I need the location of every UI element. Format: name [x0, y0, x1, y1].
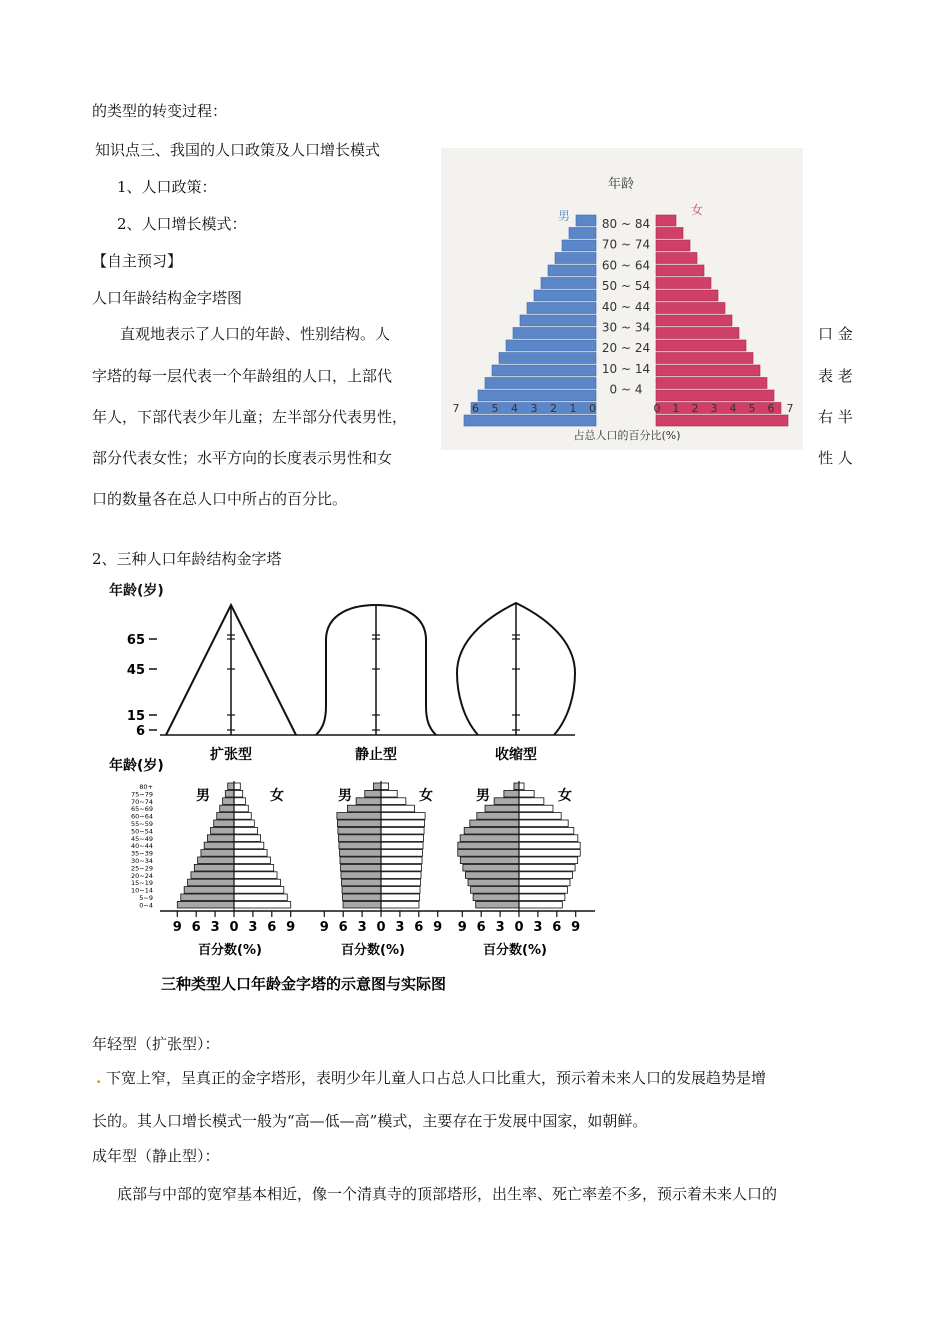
x-tick-label: 9 — [571, 920, 581, 935]
x-tick-label: 7 — [786, 402, 794, 415]
x-tick-label: 0 — [376, 920, 386, 935]
type-label: 静止型 — [355, 747, 397, 763]
female-bar — [656, 415, 788, 426]
age-group-label: 10 ~ 14 — [601, 361, 651, 376]
male-bar — [181, 894, 234, 901]
age-group-label: 0 ~ 4 — [609, 382, 643, 397]
x-tick-label: 4 — [729, 402, 737, 415]
male-bar — [339, 850, 381, 857]
male-bar — [485, 378, 596, 389]
x-tick-label: 2 — [550, 402, 557, 415]
female-bar — [519, 813, 561, 820]
female-bar — [519, 850, 580, 857]
female-bar — [656, 378, 767, 389]
female-bar — [381, 783, 389, 790]
age-group-label: 20 ~ 24 — [601, 341, 651, 356]
x-tick-label: 6 — [767, 402, 775, 415]
male-bar — [207, 835, 234, 842]
female-bar — [519, 827, 574, 834]
female-bar — [381, 901, 419, 908]
female-bar — [234, 901, 291, 908]
x-tick-label: 7 — [452, 402, 460, 415]
age-group-label: 35~39 — [131, 849, 153, 858]
x-tick-label: 3 — [248, 920, 258, 935]
male-label: 男 — [196, 788, 210, 804]
population-pyramid-figure — [441, 148, 803, 450]
female-bar — [234, 783, 240, 790]
female-label: 女 — [270, 788, 284, 804]
x-axis-title: 百分数(%) — [198, 943, 262, 958]
figure-caption: 三种类型人口年龄金字塔的示意图与实际图 — [161, 975, 447, 993]
female-bar — [234, 820, 254, 827]
age-tick-label: 15 — [126, 709, 145, 724]
female-bar — [234, 850, 267, 857]
type-label: 收缩型 — [495, 747, 537, 763]
age-group-label: 55~59 — [131, 820, 153, 828]
female-bar — [234, 827, 257, 834]
paragraph-line-end: 表 老 — [818, 367, 853, 385]
female-bar — [656, 228, 683, 239]
male-bar — [343, 901, 381, 908]
male-bar — [373, 783, 381, 790]
x-tick-label: 1 — [672, 402, 680, 415]
male-bar — [513, 328, 596, 339]
age-group-label: 0~4 — [139, 901, 153, 910]
section-heading: 成年型（静止型）： — [92, 1147, 220, 1165]
male-bar — [198, 857, 234, 864]
female-bar — [656, 340, 746, 351]
female-bar — [519, 901, 562, 908]
female-bar — [234, 813, 251, 820]
female-bar — [381, 850, 423, 857]
x-tick-label: 9 — [433, 920, 443, 935]
female-label: 女 — [691, 203, 704, 217]
male-bar — [463, 864, 519, 871]
female-bar — [234, 835, 261, 842]
male-bar — [470, 820, 519, 827]
text-line: 人口年龄结构金字塔图 — [92, 289, 243, 307]
female-bar — [519, 894, 565, 901]
female-bar — [656, 390, 774, 401]
male-bar — [499, 353, 596, 364]
female-bar — [656, 265, 704, 276]
male-bar — [340, 857, 381, 864]
x-tick-label: 9 — [286, 920, 296, 935]
x-tick-label: 2 — [691, 402, 699, 415]
female-label: 女 — [558, 788, 572, 804]
male-bar — [191, 872, 234, 879]
female-bar — [234, 879, 280, 886]
x-tick-label: 6 — [476, 920, 486, 935]
age-group-label: 50~54 — [131, 827, 153, 836]
age-group-label: 5~9 — [139, 894, 153, 902]
age-group-label: 40~44 — [131, 842, 153, 851]
male-bar — [476, 901, 519, 908]
female-bar — [234, 798, 245, 805]
male-bar — [356, 798, 381, 805]
female-bar — [656, 240, 690, 251]
male-bar — [177, 901, 234, 908]
male-bar — [204, 842, 234, 849]
type-label: 扩张型 — [210, 747, 252, 763]
age-group-label: 75~79 — [131, 790, 153, 799]
female-bar — [381, 820, 425, 827]
male-bar — [555, 253, 596, 264]
x-tick-label: 5 — [491, 402, 499, 415]
male-bar — [342, 887, 381, 894]
female-bar — [381, 835, 424, 842]
male-bar — [220, 805, 234, 812]
male-bar — [337, 813, 381, 820]
male-label: 男 — [558, 209, 571, 223]
age-axis-title-bottom: 年龄(岁) — [109, 758, 164, 774]
text-line: 的类型的转变过程： — [92, 102, 228, 120]
x-tick-label: 6 — [338, 920, 348, 935]
female-bar — [519, 805, 553, 812]
age-group-label: 10~14 — [131, 886, 153, 895]
paragraph-line: 部分代表女性；水平方向的长度表示男性和女 — [92, 449, 393, 467]
x-tick-label: 6 — [191, 920, 201, 935]
paragraph-line-end: 口 金 — [818, 325, 853, 343]
x-tick-label: 0 — [229, 920, 239, 935]
female-bar — [656, 215, 676, 226]
male-bar — [343, 894, 381, 901]
female-bar — [381, 798, 406, 805]
female-bar — [519, 820, 568, 827]
paragraph-line-end: 右 半 — [818, 408, 853, 426]
female-bar — [519, 790, 534, 797]
female-bar — [381, 879, 420, 886]
male-bar — [340, 864, 381, 871]
female-bar — [656, 253, 697, 264]
female-bar — [381, 872, 421, 879]
female-bar — [656, 290, 718, 301]
male-bar — [465, 872, 519, 879]
male-bar — [520, 315, 596, 326]
x-tick-label: 0 — [653, 402, 661, 415]
male-bar — [337, 820, 381, 827]
x-tick-label: 9 — [457, 920, 467, 935]
x-tick-label: 0 — [514, 920, 524, 935]
male-bar — [338, 827, 381, 834]
male-bar — [458, 842, 519, 849]
male-bar — [477, 813, 519, 820]
age-axis-title-top: 年龄(岁) — [109, 583, 164, 599]
male-bar — [225, 790, 234, 797]
female-bar — [519, 842, 580, 849]
x-tick-label: 1 — [569, 402, 577, 415]
male-bar — [576, 215, 596, 226]
section-heading: 年轻型（扩张型）： — [92, 1035, 220, 1053]
x-tick-label: 9 — [172, 920, 182, 935]
male-bar — [458, 850, 519, 857]
paragraph-line-end: 性 人 — [818, 449, 853, 467]
female-bar — [381, 790, 397, 797]
female-bar — [656, 278, 711, 289]
paragraph-line: 口的数量各在总人口中所占的百分比。 — [92, 490, 348, 508]
male-bar — [541, 278, 596, 289]
female-bar — [381, 805, 415, 812]
female-bar — [234, 857, 270, 864]
x-axis-title: 百分数(%) — [341, 943, 405, 958]
female-bar — [381, 842, 423, 849]
female-bar — [519, 783, 524, 790]
age-group-label: 40 ~ 44 — [601, 299, 651, 314]
male-bar — [464, 827, 519, 834]
male-bar — [492, 365, 596, 376]
male-bar — [223, 798, 234, 805]
x-tick-label: 3 — [530, 402, 538, 415]
female-bar — [656, 315, 732, 326]
age-group-label: 80 ~ 84 — [601, 217, 651, 231]
age-group-label: 30~34 — [131, 857, 153, 865]
text-line: 1、人口政策： — [117, 178, 217, 196]
male-bar — [569, 228, 596, 239]
paragraph-line: 字塔的每一层代表一个年龄组的人口，上部代 — [92, 367, 393, 385]
female-bar — [656, 353, 753, 364]
age-group-label: 30 ~ 34 — [601, 320, 651, 335]
x-tick-label: 3 — [210, 920, 220, 935]
x-tick-label: 3 — [357, 920, 367, 935]
female-bar — [381, 827, 424, 834]
male-bar — [460, 835, 519, 842]
age-group-label: 70 ~ 74 — [601, 237, 651, 252]
male-bar — [471, 887, 519, 894]
male-bar — [217, 813, 234, 820]
section-heading: 知识点三、我国的人口政策及人口增长模式 — [95, 141, 381, 159]
age-group-label: 15~19 — [131, 879, 153, 888]
female-bar — [381, 857, 422, 864]
male-bar — [548, 265, 596, 276]
female-bar — [656, 365, 760, 376]
male-bar — [214, 820, 234, 827]
x-tick-label: 3 — [395, 920, 405, 935]
male-bar — [473, 894, 519, 901]
male-bar — [504, 790, 519, 797]
age-tick-label: 45 — [126, 663, 145, 678]
paragraph-line: 年人，下部代表少年儿童；左半部分代表男性， — [92, 408, 408, 426]
male-bar — [201, 850, 234, 857]
female-bar — [519, 835, 578, 842]
male-bar — [514, 783, 519, 790]
male-bar — [194, 864, 234, 871]
male-bar — [347, 805, 381, 812]
male-bar — [188, 879, 234, 886]
male-bar — [460, 857, 519, 864]
x-tick-label: 6 — [472, 402, 479, 415]
male-bar — [342, 879, 381, 886]
text-line: 2、人口增长模式： — [117, 215, 247, 233]
female-bar — [381, 894, 419, 901]
paragraph-line: 长的。其人口增长模式一般为“高—低—高”模式，主要存在于发展中国家，如朝鲜。 — [92, 1112, 648, 1130]
paragraph-text: 下宽上窄，呈真正的金字塔形，表明少年儿童人口占总人口比重大，预示着未来人口的发展趋势是增 — [106, 1069, 767, 1087]
male-bar — [184, 887, 234, 894]
female-bar — [519, 864, 575, 871]
x-tick-label: 6 — [267, 920, 277, 935]
female-label: 女 — [419, 788, 433, 804]
bullet-icon: . — [96, 1069, 102, 1087]
x-tick-label: 3 — [533, 920, 543, 935]
male-bar — [478, 390, 596, 401]
female-bar — [234, 790, 243, 797]
female-bar — [234, 864, 274, 871]
age-group-label: 60~64 — [131, 812, 153, 821]
x-axis-title: 百分数(%) — [483, 943, 547, 958]
male-bar — [485, 805, 519, 812]
male-label: 男 — [338, 788, 352, 804]
x-tick-label: 6 — [414, 920, 424, 935]
age-tick-label: 6 — [135, 724, 145, 739]
x-tick-label: 0 — [589, 402, 596, 415]
age-group-label: 70~74 — [131, 797, 153, 806]
female-bar — [656, 303, 725, 314]
male-bar — [228, 783, 234, 790]
female-bar — [519, 798, 544, 805]
female-bar — [381, 887, 420, 894]
age-group-label: 65~69 — [131, 805, 153, 814]
female-bar — [234, 842, 264, 849]
female-bar — [234, 887, 284, 894]
female-bar — [234, 894, 287, 901]
three-pyramid-types-figure — [105, 578, 605, 998]
male-bar — [534, 290, 596, 301]
female-bar — [381, 864, 422, 871]
male-bar — [338, 835, 381, 842]
age-group-label: 80+ — [139, 783, 153, 791]
male-bar — [468, 879, 519, 886]
female-bar — [519, 872, 573, 879]
x-axis-title: 占总人口的百分比(%) — [573, 429, 681, 442]
female-bar — [381, 813, 425, 820]
age-group-label: 45~49 — [131, 834, 153, 843]
age-axis-title: 年龄 — [607, 177, 635, 192]
age-group-label: 25~29 — [131, 864, 153, 873]
section-heading: 2、三种人口年龄结构金字塔 — [92, 550, 282, 568]
paragraph-line — [96, 1068, 766, 1088]
male-bar — [506, 340, 596, 351]
age-group-label: 60 ~ 64 — [601, 258, 651, 273]
male-bar — [339, 842, 381, 849]
x-tick-label: 9 — [319, 920, 329, 935]
female-bar — [656, 328, 739, 339]
male-bar — [211, 827, 234, 834]
male-bar — [365, 790, 381, 797]
male-bar — [464, 415, 596, 426]
male-bar — [494, 798, 519, 805]
male-label: 男 — [476, 788, 490, 804]
paragraph-line: 底部与中部的宽窄基本相近，像一个清真寺的顶部塔形，出生率、死亡率差不多，预示着未来人口的 — [117, 1185, 778, 1203]
female-bar — [234, 872, 277, 879]
female-bar — [234, 805, 248, 812]
x-tick-label: 6 — [552, 920, 562, 935]
paragraph-line: 直观地表示了人口的年龄、性别结构。人 — [120, 325, 391, 343]
text-line: 【自主预习】 — [92, 252, 183, 270]
x-tick-label: 3 — [710, 402, 718, 415]
x-tick-label: 3 — [495, 920, 505, 935]
x-tick-label: 5 — [748, 402, 756, 415]
male-bar — [341, 872, 381, 879]
age-group-label: 50 ~ 54 — [601, 279, 651, 294]
male-bar — [527, 303, 596, 314]
female-bar — [519, 857, 578, 864]
male-bar — [562, 240, 596, 251]
female-bar — [519, 879, 570, 886]
age-group-label: 20~24 — [131, 871, 153, 880]
female-bar — [519, 887, 567, 894]
age-tick-label: 65 — [126, 633, 145, 648]
x-tick-label: 4 — [511, 402, 518, 415]
